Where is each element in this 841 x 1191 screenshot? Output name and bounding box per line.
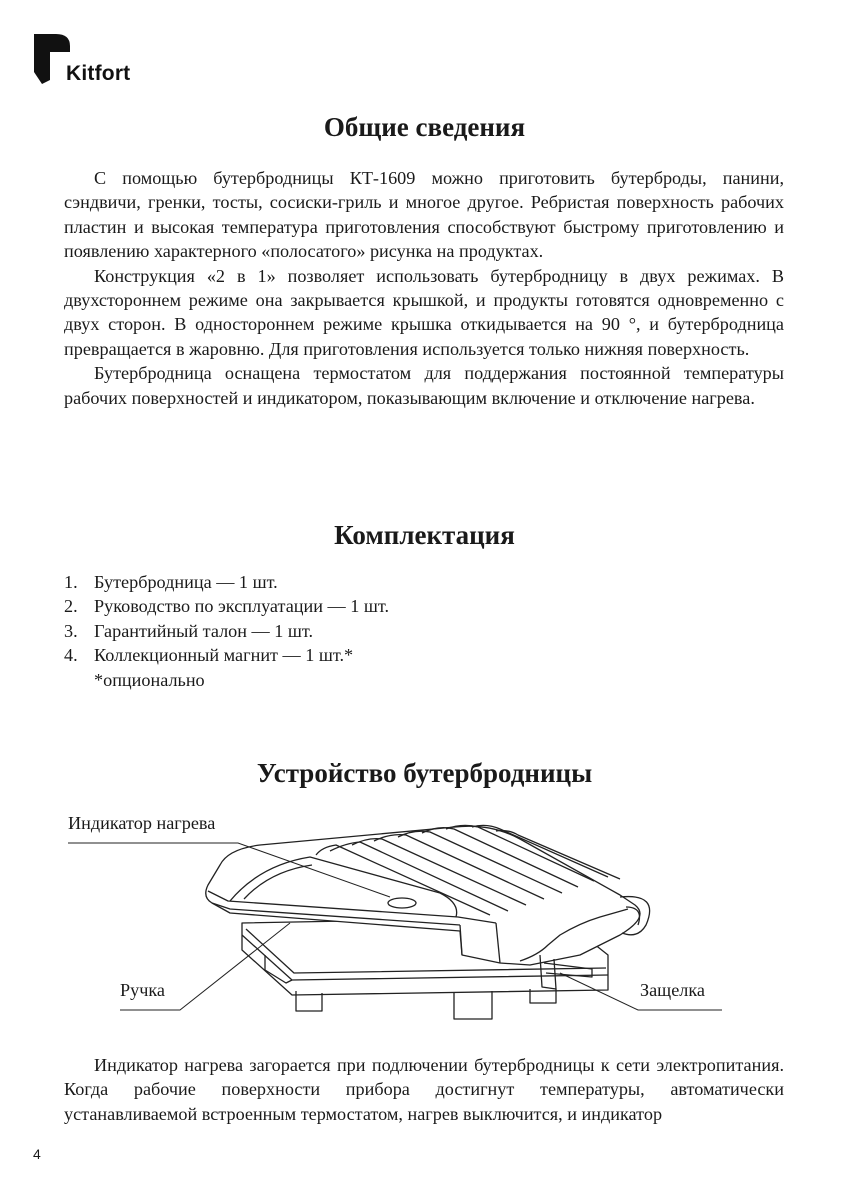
section-title-kit: Комплектация	[334, 520, 515, 550]
page-number: 4	[33, 1146, 41, 1162]
list-number: 2.	[64, 596, 78, 617]
section-title-general: Общие сведения	[323, 112, 526, 142]
label-handle: Ручка	[120, 980, 165, 1000]
list-item	[64, 619, 784, 643]
list-number: 1.	[64, 572, 78, 592]
list-text: Бутербродница — 1 шт.	[94, 572, 278, 592]
paragraph: Индикатор нагрева загорается при подлючении бутербродницы к сети электропитания. Когда рабочие поверхности прибора достигнут температуры, автоматически устанавливаемой встроенным термостатом, нагрев выключится, и индикатор	[64, 1055, 784, 1124]
grill-diagram	[60, 805, 790, 1050]
list-number: 4.	[64, 645, 78, 666]
list-text: Руководство по эксплуатации — 1 шт.	[94, 596, 390, 617]
device-text	[64, 1053, 784, 1126]
kit-list	[64, 570, 784, 692]
section-title-device: Устройство бутербродницы	[256, 758, 593, 788]
kitfort-logo	[32, 32, 142, 86]
brand-name: Kitfort	[66, 62, 131, 85]
label-latch: Защелка	[640, 980, 705, 1000]
kit-note: *опционально	[94, 669, 205, 690]
list-text: Гарантийный талон — 1 шт.	[94, 620, 314, 641]
label-indicator: Индикатор нагрева	[68, 813, 216, 833]
list-item	[64, 570, 784, 594]
list-text: Коллекционный магнит — 1 шт.*	[94, 645, 354, 666]
paragraph: Конструкция «2 в 1» позволяет использовать бутербродницу в двух режимах. В двухстороннем режиме она закрывается крышкой, и продукты готовятся одновременно с двух сторон. В одностороннем режиме крышка откидывается на 90 °, и бутербродница превращается в жаровню. Для приготовления используется только нижняя поверхность.	[64, 265, 784, 359]
list-item	[64, 643, 784, 667]
paragraph: С помощью бутербродницы КТ-1609 можно приготовить бутерброды, панини, сэндвичи, гренки, тосты, сосиски-гриль и многое другое. Ребристая поверхность рабочих пластин и высокая температура приготовления способствуют быстрому приготовлению и появлению характерного «полосатого» рисунка на продуктах.	[64, 168, 784, 262]
paragraph: Бутербродница оснащена термостатом для поддержания постоянной температуры рабочих поверхностей и индикатором, показывающим включение и отключение нагрева.	[64, 363, 784, 408]
general-text	[64, 166, 784, 410]
list-item	[64, 594, 784, 618]
sandwich-maker-illustration-icon	[60, 805, 790, 1050]
list-number: 3.	[64, 620, 78, 641]
